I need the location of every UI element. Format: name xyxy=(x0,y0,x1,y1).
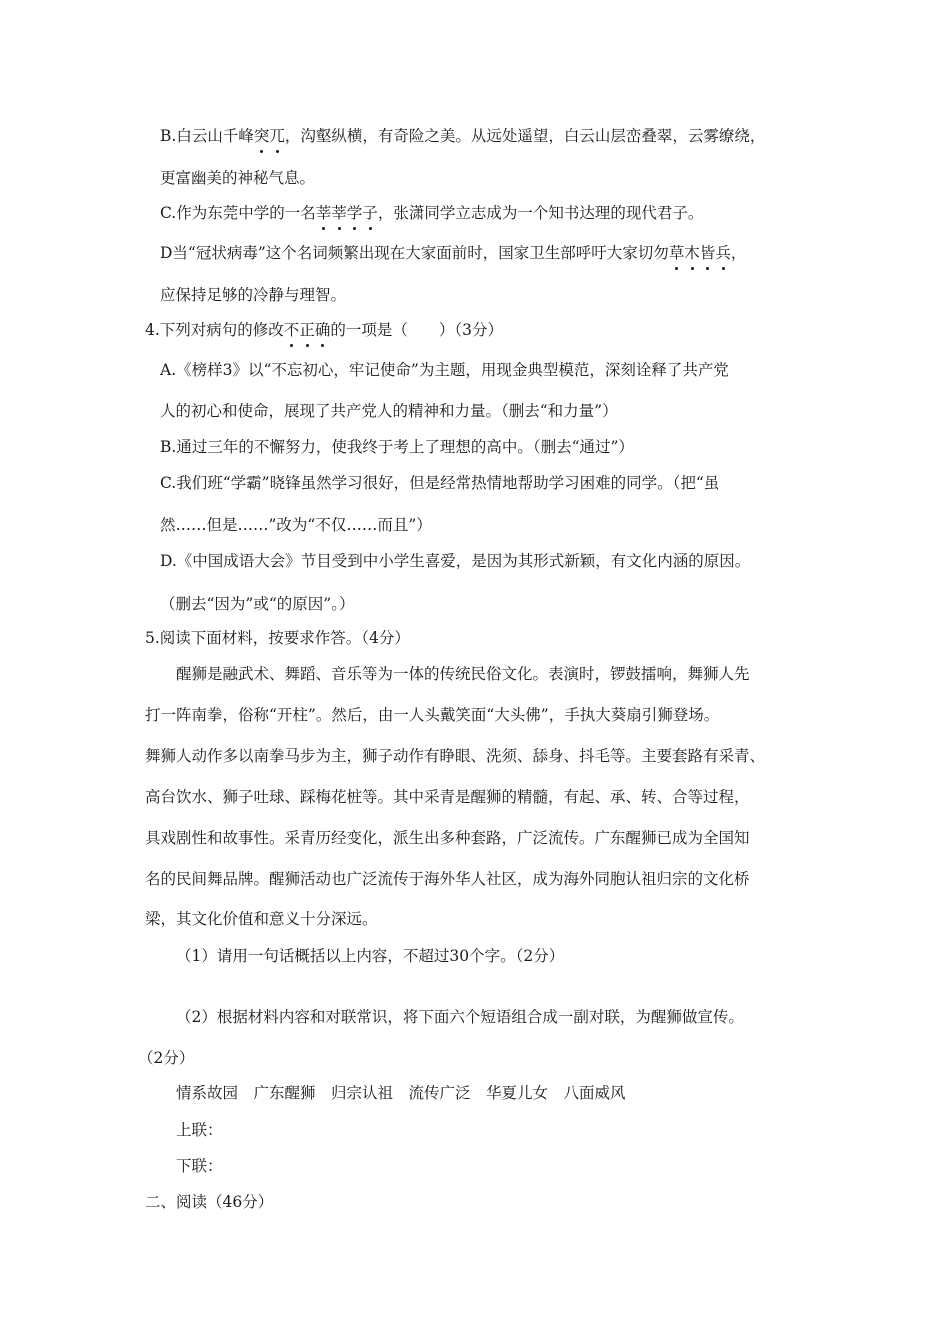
q4-option-b-line1: B.通过三年的不懈努力，使我终于考上了理想的高中。（删去“通过”） xyxy=(160,438,634,456)
q4-option-a-line2: 人的初心和使命，展现了共产党人的精神和力量。（删去“和力量”） xyxy=(160,402,618,420)
emphasis-dot-char: 兀 xyxy=(269,127,285,145)
emphasis-dot-char: 突 xyxy=(253,127,270,145)
emphasis-dot-char: 不 xyxy=(283,321,300,339)
q5-passage-line6: 名的民间舞品牌。醒狮活动也广泛流传于海外华人社区，成为海外同胞认祖归宗的文化桥 xyxy=(145,870,750,888)
q3-option-c-text: C.作为东莞中学的一名莘莘学子，张潇同学立志成为一个知书达理的现代君子。 xyxy=(160,204,704,222)
q4-option-c-line1: C.我们班“学霸”晓锋虽然学习很好，但是经常热情地帮助学习困难的同学。（把“虽 xyxy=(160,474,720,492)
q5-passage-line3: 舞狮人动作多以南拳马步为主，狮子动作有睁眼、洗须、舔身、抖毛等。主要套路有采青、 xyxy=(145,747,766,765)
q3-option-c-line1 xyxy=(160,202,703,224)
lower-couplet-label: 下联： xyxy=(176,1157,223,1175)
q3-option-b-text: B.白云山千峰突兀，沟壑纵横，有奇险之美。从远处遥望，白云山层峦叠翠，云雾缭绕， xyxy=(160,127,766,145)
emphasis-dot-char: 木 xyxy=(684,244,700,262)
emphasis-dot-char: 皆 xyxy=(699,244,716,262)
q5-subquestion-2-score: （2分） xyxy=(138,1049,195,1067)
q3-option-d-line1 xyxy=(160,242,746,264)
upper-couplet-label: 上联： xyxy=(176,1121,223,1139)
q3-option-d-line2: 应保持足够的冷静与理智。 xyxy=(160,286,347,304)
q4-option-a-line1: A.《榜样3》以“不忘初心，牢记使命”为主题，用现金典型模范，深刻诠释了共产党 xyxy=(160,361,729,379)
q4-stem xyxy=(145,319,503,341)
emphasis-dot-char: 学 xyxy=(346,204,363,222)
emphasis-dot-char: 兵 xyxy=(715,244,731,262)
q3-option-b-line1 xyxy=(160,125,765,147)
q5-passage-line1: 醒狮是融武术、舞蹈、音乐等为一体的传统民俗文化。表演时，锣鼓擂响，舞狮人先 xyxy=(176,665,750,683)
emphasis-dot-char: 莘 xyxy=(315,204,332,222)
q4-option-d-line1: D.《中国成语大会》节目受到中小学生喜爱，是因为其形式新颖，有文化内涵的原因。 xyxy=(160,552,751,570)
q5-stem: 5.阅读下面材料，按要求作答。（4分） xyxy=(145,629,410,647)
q3-option-d-text: D当“冠状病毒”这个名词频繁出现在大家面前时，国家卫生部呼吁大家切勿草木皆兵， xyxy=(160,244,747,262)
emphasis-dot-char: 确 xyxy=(314,321,331,339)
q5-passage-line5: 具戏剧性和故事性。采青历经变化，派生出多种套路，广泛流传。广东醒狮已成为全国知 xyxy=(145,829,750,847)
q5-subquestion-2: （2）根据材料内容和对联常识，将下面六个短语组合成一副对联，为醒狮做宣传。 xyxy=(176,1008,744,1026)
q3-option-b-line2: 更富幽美的神秘气息。 xyxy=(160,169,316,187)
q5-passage-line4: 高台饮水、狮子吐球、踩梅花桩等。其中采青是醒狮的精髓，有起、承、转、合等过程， xyxy=(145,788,750,806)
q4-stem-text: 4.下列对病句的修改不正确的一项是（ ）（3分） xyxy=(145,321,503,339)
emphasis-dot-char: 子 xyxy=(362,204,378,222)
emphasis-dot-char: 正 xyxy=(299,321,315,339)
q4-option-c-line2: 然……但是……”改为“不仅……而且”） xyxy=(160,516,432,534)
q5-passage-line7: 梁，其文化价值和意义十分深远。 xyxy=(145,910,378,928)
q5-phrase-list: 情系故园 广东醒狮 归宗认祖 流传广泛 华夏儿女 八面威风 xyxy=(176,1084,626,1102)
emphasis-dot-char: 莘 xyxy=(331,204,347,222)
q5-passage-line2: 打一阵南拳，俗称“开柱”。然后，由一人头戴笑面“大头佛”，手执大葵扇引狮登场。 xyxy=(145,706,720,724)
section-2-heading: 二、阅读（46分） xyxy=(145,1193,274,1211)
q4-option-d-line2: （删去“因为”或“的原因”。） xyxy=(160,595,355,613)
emphasis-dot-char: 草 xyxy=(668,244,685,262)
q5-subquestion-1: （1）请用一句话概括以上内容，不超过30个字。（2分） xyxy=(176,947,565,965)
